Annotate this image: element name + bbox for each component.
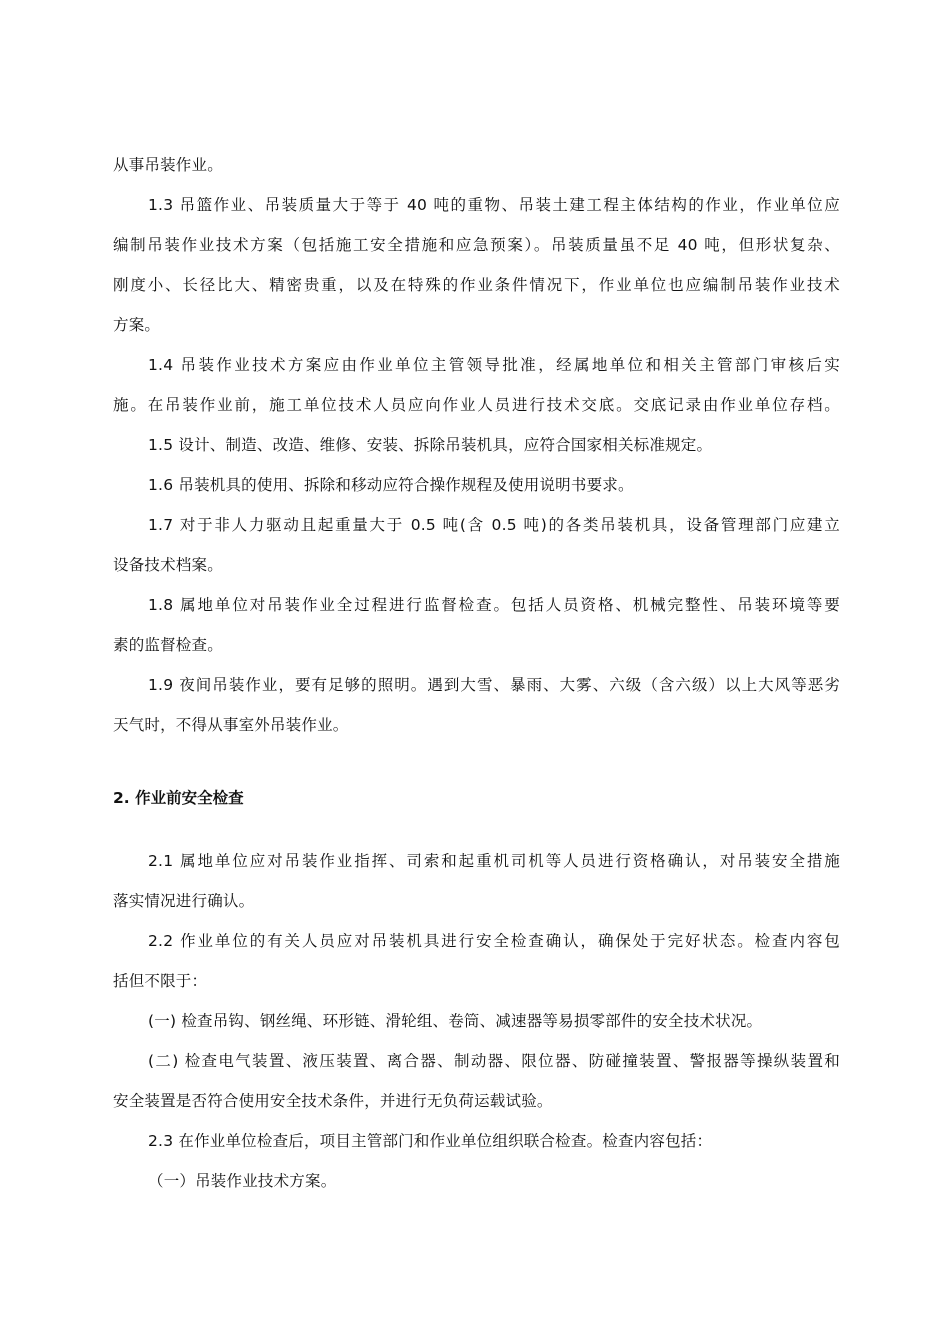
clause-1-9-line-1: 1.9 夜间吊装作业，要有足够的照明。遇到大雪、暴雨、大雾、六级（含六级）以上大风等恶劣 [148, 676, 840, 694]
clause-1-4-line-2: 施。在吊装作业前，施工单位技术人员应向作业人员进行技术交底。交底记录由作业单位存档。 [113, 396, 840, 414]
clause-1-7-line-1: 1.7 对于非人力驱动且起重量大于 0.5 吨(含 0.5 吨)的各类吊装机具，设备管理部门应建立 [148, 516, 840, 534]
clause-2-1-line-1: 2.1 属地单位应对吊装作业指挥、司索和起重机司机等人员进行资格确认，对吊装安全措施 [148, 852, 840, 870]
clause-1-3-line-3: 刚度小、长径比大、精密贵重，以及在特殊的作业条件情况下，作业单位也应编制吊装作业技术 [113, 276, 840, 294]
clause-2-2-line-2: 括但不限于： [113, 972, 208, 990]
clause-2-2-line-1: 2.2 作业单位的有关人员应对吊装机具进行安全检查确认，确保处于完好状态。检查内容包 [148, 932, 840, 950]
clause-1-3-line-4: 方案。 [113, 316, 161, 334]
clause-2-2-item-2-line-2: 安全装置是否符合使用安全技术条件，并进行无负荷运载试验。 [113, 1092, 553, 1110]
clause-1-3-line-2: 编制吊装作业技术方案（包括施工安全措施和应急预案）。吊装质量虽不足 40 吨，但形状复杂、 [113, 236, 840, 254]
clause-1-3-line-1: 1.3 吊篮作业、吊装质量大于等于 40 吨的重物、吊装土建工程主体结构的作业，作业单位应 [148, 196, 840, 214]
clause-1-5: 1.5 设计、制造、改造、维修、安装、拆除吊装机具，应符合国家相关标准规定。 [148, 436, 713, 454]
clause-1-7-line-2: 设备技术档案。 [113, 556, 223, 574]
clause-1-8-line-2: 素的监督检查。 [113, 636, 223, 654]
clause-1-8-line-1: 1.8 属地单位对吊装作业全过程进行监督检查。包括人员资格、机械完整性、吊装环境等要 [148, 596, 840, 614]
intro-tail-text: 从事吊装作业。 [113, 156, 223, 174]
clause-2-3-item-1: （一）吊装作业技术方案。 [148, 1172, 337, 1190]
clause-2-2-item-1: (一) 检查吊钩、钢丝绳、环形链、滑轮组、卷筒、减速器等易损零部件的安全技术状况。 [148, 1012, 763, 1030]
clause-2-2-item-2-line-1: (二) 检查电气装置、液压装置、离合器、制动器、限位器、防碰撞装置、警报器等操纵装置和 [148, 1052, 840, 1070]
clause-1-4-line-1: 1.4 吊装作业技术方案应由作业单位主管领导批准，经属地单位和相关主管部门审核后实 [148, 356, 840, 374]
clause-1-9-line-2: 天气时，不得从事室外吊装作业。 [113, 716, 349, 734]
clause-1-6: 1.6 吊装机具的使用、拆除和移动应符合操作规程及使用说明书要求。 [148, 476, 634, 494]
clause-2-1-line-2: 落实情况进行确认。 [113, 892, 255, 910]
clause-2-3: 2.3 在作业单位检查后，项目主管部门和作业单位组织联合检查。检查内容包括： [148, 1132, 713, 1150]
section-2-heading: 2. 作业前安全检查 [113, 789, 244, 807]
